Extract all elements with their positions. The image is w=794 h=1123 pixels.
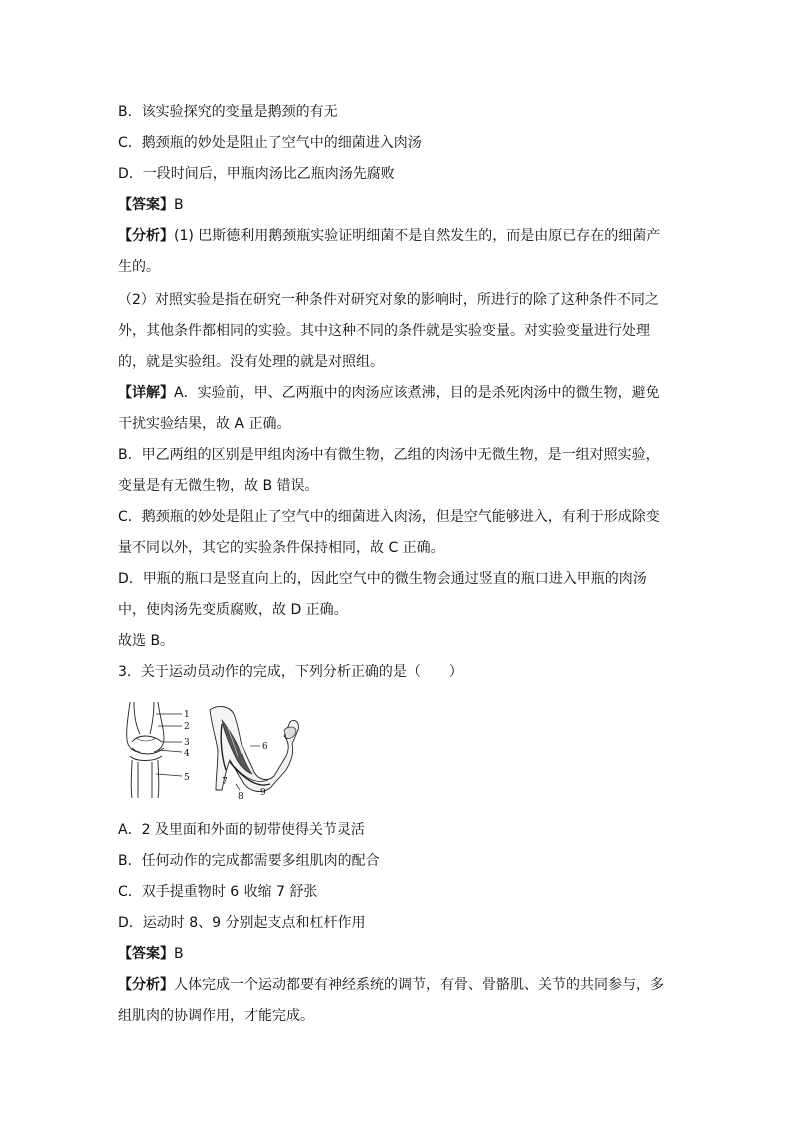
answer-value: B bbox=[174, 197, 184, 213]
answer-tag: 【答案】 bbox=[118, 946, 174, 962]
figure-label-4: 4 bbox=[184, 749, 190, 759]
analysis-tag: 【分析】 bbox=[118, 228, 174, 244]
q3-answer bbox=[118, 944, 678, 964]
figure-label-6: 6 bbox=[262, 742, 268, 752]
q2-detail-line-3: B．甲乙两组的区别是甲组肉汤中有微生物，乙组的肉汤中无微生物，是一组对照实验， bbox=[118, 447, 660, 463]
q2-analysis-line-1 bbox=[118, 226, 678, 246]
q2-analysis-line-4: 外，其他条件都相同的实验。其中这种不同的条件就是实验变量。对实验变量进行处理 bbox=[118, 323, 650, 339]
analysis-tag: 【分析】 bbox=[118, 977, 174, 993]
q2-detail-line-5: C．鹅颈瓶的妙处是阻止了空气中的细菌进入肉汤，但是空气能够进入，有利于形成除变 bbox=[118, 509, 660, 525]
q2-detail-line-4: 变量是有无微生物，故 B 错误。 bbox=[118, 478, 319, 494]
figure-label-7: 7 bbox=[222, 777, 228, 787]
q3-analysis-line-2: 组肌肉的协调作用，才能完成。 bbox=[118, 1008, 314, 1024]
joint-and-arm-figure bbox=[118, 700, 318, 802]
q2-conclusion: 故选 B。 bbox=[118, 633, 175, 649]
q2-detail-line-2: 干扰实验结果，故 A 正确。 bbox=[118, 416, 291, 432]
q2-detail-line-8: 中，使肉汤先变质腐败，故 D 正确。 bbox=[118, 602, 348, 618]
detail-text: A．实验前，甲、乙两瓶中的肉汤应该煮沸，目的是杀死肉汤中的微生物，避免 bbox=[174, 385, 660, 401]
figure-label-9: 9 bbox=[260, 788, 266, 798]
q3-option-d: D．运动时 8、9 分别起支点和杠杆作用 bbox=[118, 915, 366, 931]
figure-label-8: 8 bbox=[238, 792, 244, 802]
q3-analysis-line-1 bbox=[118, 975, 678, 995]
q2-option-b: B．该实验探究的变量是鹅颈的有无 bbox=[118, 104, 338, 120]
q2-analysis-line-3: （2）对照实验是指在研究一种条件对研究对象的影响时，所进行的除了这种条件不同之 bbox=[118, 292, 659, 308]
q3-option-a: A．2 及里面和外面的韧带使得关节灵活 bbox=[118, 822, 365, 838]
q2-answer bbox=[118, 195, 678, 215]
answer-tag: 【答案】 bbox=[118, 197, 174, 213]
q2-analysis-line-5: 的，就是实验组。没有处理的就是对照组。 bbox=[118, 354, 384, 370]
anatomy-diagram bbox=[118, 700, 318, 802]
figure-label-5: 5 bbox=[184, 773, 190, 783]
figure-label-1: 1 bbox=[184, 710, 190, 720]
answer-value: B bbox=[174, 946, 184, 962]
q2-analysis-line-2: 生的。 bbox=[118, 259, 160, 275]
q2-detail-line-1 bbox=[118, 383, 678, 403]
q2-detail-line-6: 量不同以外，其它的实验条件保持相同，故 C 正确。 bbox=[118, 540, 445, 556]
q3-stem: 3．关于运动员动作的完成，下列分析正确的是（ ） bbox=[118, 664, 463, 680]
figure-label-3: 3 bbox=[184, 738, 190, 748]
figure-label-2: 2 bbox=[184, 722, 190, 732]
q2-option-c: C．鹅颈瓶的妙处是阻止了空气中的细菌进入肉汤 bbox=[118, 135, 422, 151]
q2-detail-line-7: D．甲瓶的瓶口是竖直向上的，因此空气中的微生物会通过竖直的瓶口进入甲瓶的肉汤 bbox=[118, 571, 647, 587]
q3-option-b: B．任何动作的完成都需要多组肌肉的配合 bbox=[118, 853, 380, 869]
q2-option-d: D．一段时间后，甲瓶肉汤比乙瓶肉汤先腐败 bbox=[118, 166, 395, 182]
analysis-text: 人体完成一个运动都要有神经系统的调节，有骨、骨骼肌、关节的共同参与，多 bbox=[174, 977, 664, 993]
detail-tag: 【详解】 bbox=[118, 385, 174, 401]
analysis-text: (1) 巴斯德利用鹅颈瓶实验证明细菌不是自然发生的，而是由原已存在的细菌产 bbox=[174, 228, 661, 244]
q3-option-c: C．双手提重物时 6 收缩 7 舒张 bbox=[118, 884, 318, 900]
